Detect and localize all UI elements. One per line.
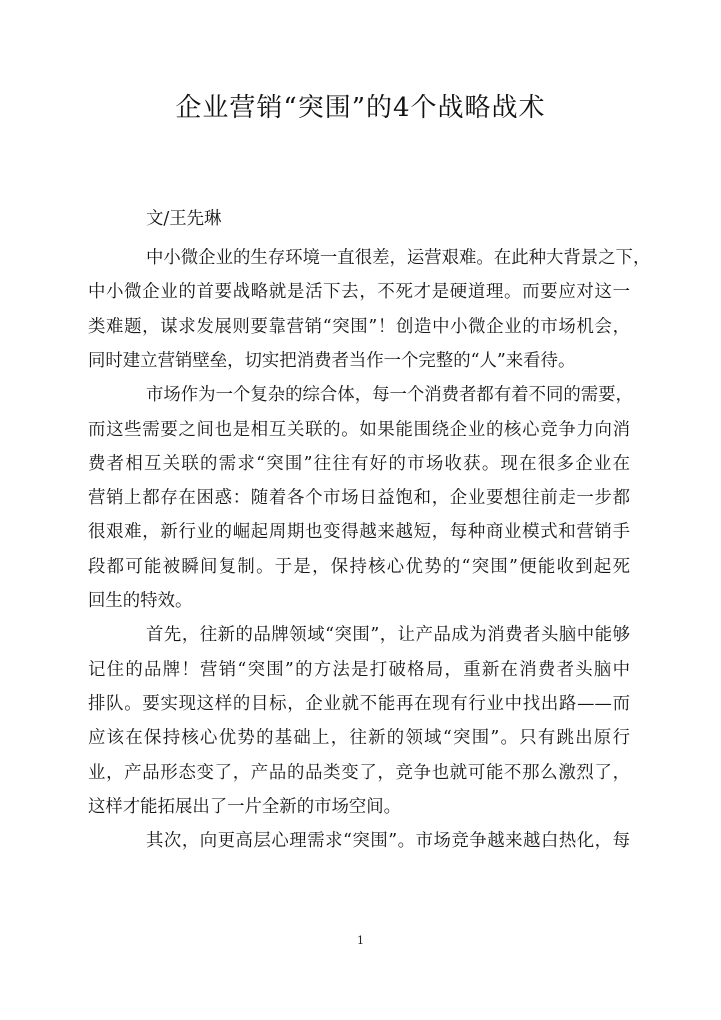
paragraph-line: 同时建立营销壁垒，切实把消费者当作一个完整的“人”来看待。 [88,350,576,371]
paragraph-first-line: 首先，往新的品牌领域“突围”，让产品成为消费者头脑中能够 [146,625,630,646]
paragraph-first-line: 其次，向更高层心理需求“突围”。市场竞争越来越白热化，每 [146,831,630,852]
paragraph-line: 这样才能拓展出了一片全新的市场空间。 [88,796,402,817]
paragraph-line: 应该在保持核心优势的基础上，往新的领域“突围”。只有跳出原行 [88,728,630,749]
paragraph-line: 排队。要实现这样的目标，企业就不能再在现有行业中找出路——而 [88,693,630,714]
paragraph-line: 营销上都存在困惑：随着各个市场日益饱和，企业要想往前走一步都 [88,488,630,509]
paragraph-line: 而这些需要之间也是相互关联的。如果能围绕企业的核心竞争力向消 [88,419,630,440]
paragraph-line: 中小微企业的首要战略就是活下去，不死才是硬道理。而要应对这一 [88,282,630,303]
paragraph-line: 回生的特效。 [88,591,193,611]
paragraph-first-line: 市场作为一个复杂的综合体，每一个消费者都有着不同的需要， [146,385,633,406]
author-byline: 文/王先琳 [146,209,222,229]
paragraph-line: 很艰难，新行业的崛起周期也变得越来越短，每种商业模式和营销手 [88,522,630,543]
paragraph-line: 费者相互关联的需求“突围”往往有好的市场收获。现在很多企业在 [88,453,630,474]
paragraph-line: 段都可能被瞬间复制。于是，保持核心优势的“突围”便能收到起死 [88,556,630,577]
paragraph-line: 类难题，谋求发展则要靠营销“突围”！创造中小微企业的市场机会， [88,316,630,337]
page-number: 1 [357,934,364,947]
paragraph-line: 记住的品牌！营销“突围”的方法是打破格局，重新在消费者头脑中 [88,659,630,680]
paragraph-first-line: 中小微企业的生存环境一直很差，运营艰难。在此种大背景之下， [146,248,651,268]
paragraph-line: 业，产品形态变了，产品的品类变了，竞争也就可能不那么激烈了， [88,762,630,783]
document-title: 企业营销“突围”的4个战略战术 [175,93,546,123]
